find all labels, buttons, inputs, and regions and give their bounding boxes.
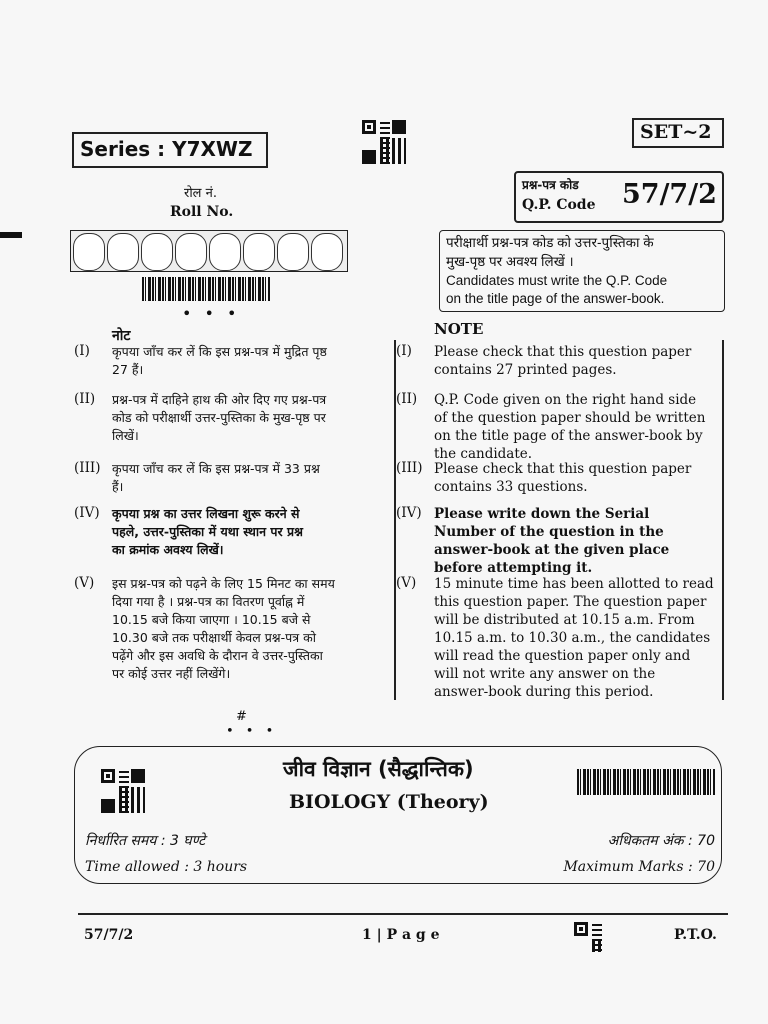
roll-number-field[interactable] [70, 230, 348, 272]
dots-ornament-2: • • • [226, 724, 278, 739]
roll-digit-box[interactable] [277, 233, 309, 271]
note-text-hi: कृपया जाँच कर लें कि इस प्रश्न-पत्र में 33 प्रश्न [112, 461, 320, 476]
max-marks-en: Maximum Marks : 70 [563, 859, 715, 875]
max-marks-hi: अधिकतम अंक : 70 [607, 833, 715, 849]
page-number: 1 | P a g e [362, 927, 440, 943]
roll-label-en: Roll No. [170, 204, 234, 220]
subject-box [74, 746, 722, 884]
note-text-en: contains 33 questions. [434, 479, 588, 495]
note-text-en: of the question paper should be written [434, 410, 706, 426]
note-text-en: on the title page of the answer-book by [434, 428, 703, 444]
note-text-hi: का क्रमांक अवश्य लिखें। [112, 542, 224, 557]
note-text-hi: दिया गया है । प्रश्न-पत्र का वितरण पूर्वाह्न में [112, 594, 305, 609]
instruction-en-line2: on the title page of the answer-book. [446, 291, 665, 306]
qr-code-icon [101, 769, 149, 817]
note-text-hi: कृपया जाँच कर लें कि इस प्रश्न-पत्र में मुद्रित पृष्ठ [112, 344, 327, 359]
note-text-en: Q.P. Code given on the right hand side [434, 392, 697, 408]
note-text-en: answer-book at the given place [434, 542, 670, 558]
roll-digit-box[interactable] [209, 233, 241, 271]
subject-title-en: BIOLOGY (Theory) [289, 791, 489, 813]
instruction-hi-line2: मुख-पृष्ठ पर अवश्य लिखें । [446, 254, 574, 269]
note-title-hi: नोट [112, 328, 131, 344]
subject-title-hi: जीव विज्ञान (सैद्धान्तिक) [283, 757, 474, 781]
note-text-en: answer-book during this period. [434, 684, 654, 700]
set-label: SET~2 [640, 121, 712, 143]
note-number-hi: (II) [74, 391, 96, 407]
barcode-icon [577, 769, 715, 795]
note-text-en: this question paper. The question paper [434, 594, 707, 610]
series-label: Series : Y7XWZ [80, 137, 253, 161]
note-text-en: 10.15 a.m. to 10.30 a.m., the candidates [434, 630, 711, 646]
note-number-en: (II) [396, 391, 418, 407]
pto-label: P.T.O. [674, 927, 717, 943]
note-text-en: will read the question paper only and [434, 648, 691, 664]
roll-digit-box[interactable] [175, 233, 207, 271]
note-text-hi: 10.30 बजे तक परीक्षार्थी केवल प्रश्न-पत्र को [112, 630, 316, 645]
note-number-en: (V) [396, 575, 417, 591]
roll-digit-box[interactable] [141, 233, 173, 271]
qp-code-label-en: Q.P. Code [522, 197, 596, 213]
note-number-hi: (III) [74, 460, 101, 476]
note-text-en: before attempting it. [434, 560, 593, 576]
roll-digit-box[interactable] [311, 233, 343, 271]
note-text-hi: पढ़ेंगे और इस अवधि के दौरान वे उत्तर-पुस्तिका [112, 648, 323, 663]
qr-code-icon [362, 120, 406, 164]
qp-code-value: 57/7/2 [622, 179, 717, 210]
note-text-en: the candidate. [434, 446, 533, 462]
set-box [632, 118, 724, 148]
qp-code-box [514, 171, 724, 223]
note-text-hi: कृपया प्रश्न का उत्तर लिखना शुरू करने से [112, 506, 300, 521]
note-text-hi: 10.15 बजे किया जाएगा । 10.15 बजे से [112, 612, 311, 627]
margin-mark [0, 232, 22, 238]
qp-code-label-hi: प्रश्न-पत्र कोड [522, 178, 579, 192]
barcode-icon [142, 277, 270, 301]
instruction-hi-line1: परीक्षार्थी प्रश्न-पत्र कोड को उत्तर-पुस्तिका के [446, 235, 654, 250]
hash-mark: # [236, 709, 247, 724]
note-text-hi: प्रश्न-पत्र में दाहिने हाथ की ओर दिए गए प्रश्न-पत्र [112, 392, 327, 407]
note-title-en: NOTE [434, 320, 484, 338]
note-number-en: (I) [396, 343, 412, 359]
note-number-hi: (I) [74, 343, 90, 359]
qp-instruction-box [439, 230, 725, 312]
series-box [72, 132, 268, 168]
roll-digit-box[interactable] [243, 233, 275, 271]
footer-code: 57/7/2 [84, 927, 134, 943]
note-text-hi: इस प्रश्न-पत्र को पढ़ने के लिए 15 मिनट का समय [112, 576, 335, 591]
instruction-en-line1: Candidates must write the Q.P. Code [446, 273, 668, 288]
note-text-en: will be distributed at 10.15 a.m. From [434, 612, 695, 628]
note-text-en: will not write any answer on the [434, 666, 656, 682]
note-text-en: Please check that this question paper [434, 461, 692, 477]
note-number-en: (III) [396, 460, 423, 476]
note-number-en: (IV) [396, 505, 422, 521]
dots-ornament: • • • [182, 304, 241, 323]
note-text-en: contains 27 printed pages. [434, 362, 617, 378]
note-text-en: Please check that this question paper [434, 344, 692, 360]
note-number-hi: (V) [74, 575, 95, 591]
note-text-hi: कोड को परीक्षार्थी उत्तर-पुस्तिका के मुख-पृष्ठ पर [112, 410, 326, 425]
roll-digit-box[interactable] [73, 233, 105, 271]
footer-rule [78, 913, 728, 915]
column-divider-right [722, 340, 724, 700]
note-text-hi: लिखें। [112, 428, 139, 443]
roll-digit-box[interactable] [107, 233, 139, 271]
note-text-hi: 27 हैं। [112, 362, 144, 377]
roll-label-hi: रोल नं. [184, 186, 217, 201]
note-text-en: Please write down the Serial [434, 506, 650, 522]
note-text-hi: पहले, उत्तर-पुस्तिका में यथा स्थान पर प्रश्न [112, 524, 303, 539]
note-number-hi: (IV) [74, 505, 100, 521]
note-text-en: 15 minute time has been allotted to read [434, 576, 714, 592]
note-text-en: Number of the question in the [434, 524, 664, 540]
time-allowed-hi: निर्धारित समय : 3 घण्टे [85, 833, 206, 849]
note-text-hi: पर कोई उत्तर नहीं लिखेंगे। [112, 666, 231, 681]
note-text-hi: हैं। [112, 479, 124, 494]
qr-code-icon [574, 922, 604, 952]
time-allowed-en: Time allowed : 3 hours [85, 859, 248, 875]
